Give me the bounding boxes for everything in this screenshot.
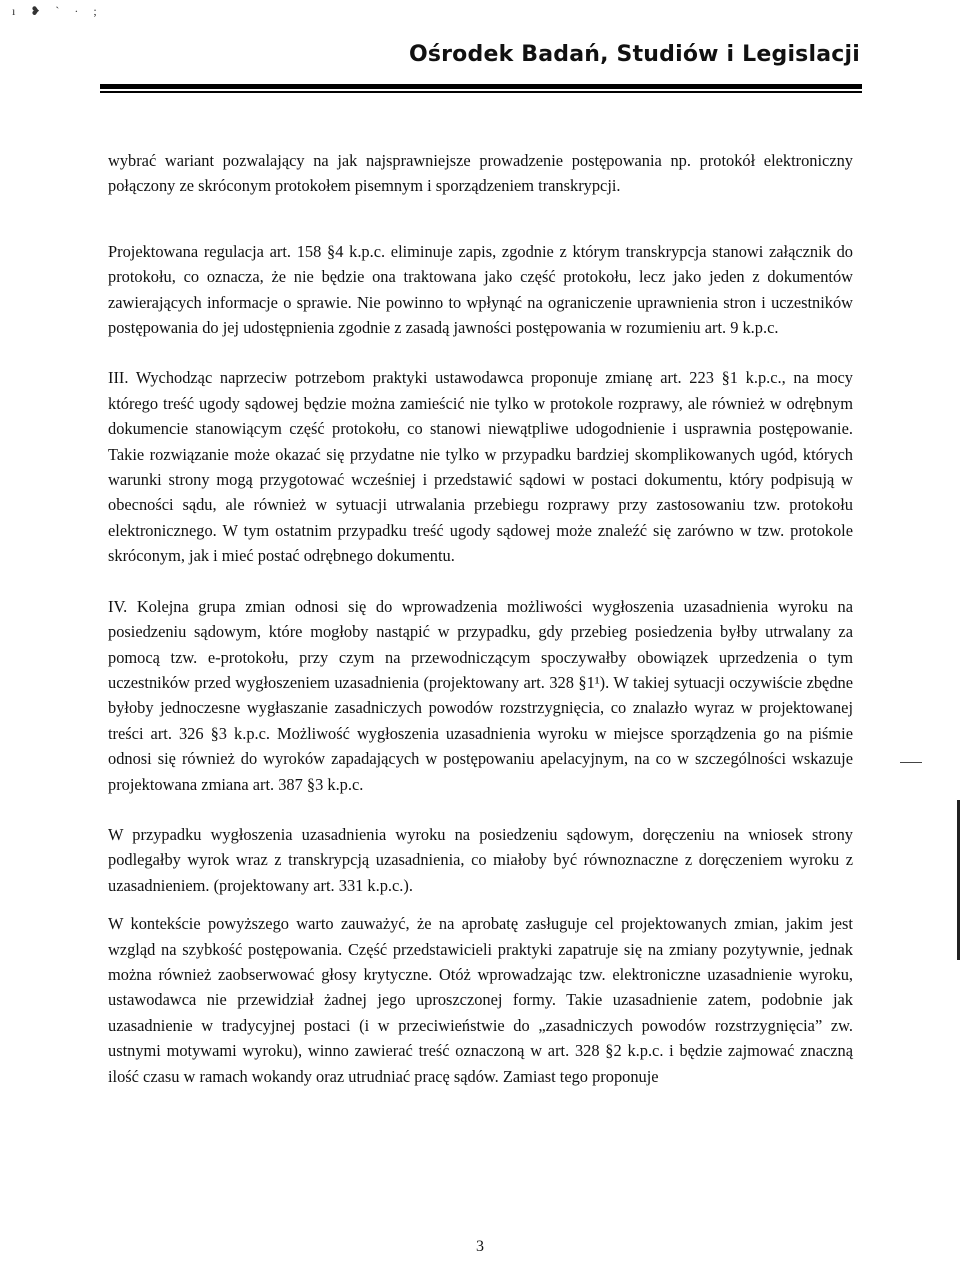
header-rule-thin <box>100 91 862 93</box>
paragraph-1: wybrać wariant pozwalający na jak najsprawniejsze prowadzenie postępowania np. protokół elektroniczny połączony ze skróconym protokołem pisemnym i sporządzeniem transkrypcji. <box>108 151 853 196</box>
paragraph-3: III. Wychodząc naprzeciw potrzebom praktyki ustawodawca proponuje zmianę art. 223 §1 k.p.c., na mocy którego treść ugody sądowej będzie można zamieścić nie tylko w protokole rozprawy, ale również w odrębnym dokumencie stanowiącym część protokołu, co stanowi niewątpliwe udogodnienie i usprawnia postępowanie. Takie rozwiązanie może okazać się przydatne nie tylko w przypadku bardziej skomplikowanych ugód, których warunki strony mogą przygotować wcześniej i przedstawić sądowi w postaci dokumentu, który podpisują w obecności sądu, ale również w sytuacji utrwalania przebiegu rozprawy przy zastosowaniu tzw. protokołu elektronicznego. W tym ostatnim przypadku treść ugody sądowej może znaleźć się zarówno w tzw. protokole skróconym, jak i mieć postać odrębnego dokumentu. <box>108 368 853 566</box>
scan-corner-marks: ı ❥ ` · ; <box>12 4 103 18</box>
paragraph-6: W kontekście powyższego warto zauważyć, że na aprobatę zasługuje cel projektowanych zmian, jakim jest wzgląd na szybkość postępowania. Część przedstawicieli praktyki zapatruje się na zmiany pozytywnie, jednak można również zaobserwować głosy krytyczne. Otóż wprowadzając tzw. elektroniczne uzasadnienie wyroku, ustawodawca nie przewidział żadnej jego uproszczonej formy. Takie uzasadnienie zatem, podobnie jak uzasadnienie w tradycyjnej postaci (i w przeciwieństwie do „zasadniczych powodów rozstrzygnięcia” zw. ustnymi motywami wyroku), winno zawierać treść oznaczoną w art. 328 §2 k.p.c. i będzie zajmować znaczną ilość czasu w ramach wokandy oraz utrudniać pracę sądów. Zamiast tego proponuje <box>108 914 853 1086</box>
margin-mark-dash <box>900 762 922 763</box>
header-rule-thick <box>100 84 862 89</box>
paragraph-2: Projektowana regulacja art. 158 §4 k.p.c. eliminuje zapis, zgodnie z którym transkrypcja stanowi załącznik do protokołu, co oznacza, że nie będzie ona traktowana jako część protokołu, lecz jako jeden z dokumentów zawierających informacje o sprawie. Nie powinno to wpłynąć na ograniczenie uprawnienia stron i uczestników postępowania do jej udostępnienia zgodnie z zasadą jawności postępowania w rozumieniu art. 9 k.p.c. <box>108 241 853 338</box>
page-header-title: Ośrodek Badań, Studiów i Legislacji <box>408 42 860 67</box>
page-number: 3 <box>476 1238 484 1255</box>
paragraph-5: W przypadku wygłoszenia uzasadnienia wyroku na posiedzeniu sądowym, doręczeniu na wniosek strony podlegałby wyrok wraz z transkrypcją uzasadnienia, co miałoby być równoznaczne z doręczeniem wyroku z uzasadnieniem. (projektowany art. 331 k.p.c.). <box>108 824 853 895</box>
document-body <box>108 148 853 1114</box>
paragraph-4: IV. Kolejna grupa zmian odnosi się do wprowadzenia możliwości wygłoszenia uzasadnienia wyroku na posiedzeniu sądowym, które mogłoby nastąpić w przypadku, gdy przebieg posiedzenia byłby utrwalany za pomocą tzw. e-protokołu, przy czym na przewodniczącym spoczywałby obowiązek uprzedzenia o tym uczestników przed wygłoszeniem uzasadnienia (projektowany art. 328 §1¹). W takiej sytuacji oczywiście zbędne byłoby jednoczesne wygłaszanie zasadniczych powodów rozstrzygnięcia, co znalazło wyraz w projektowanej treści art. 326 §3 k.p.c. Możliwość wygłoszenia uzasadnienia wyroku w miejsce sporządzenia go na piśmie odnosi się również do wyroków zapadających w postępowaniu apelacyjnym, na co w szczególności wskazuje projektowana zmiana art. 387 §3 k.p.c. <box>108 596 853 794</box>
